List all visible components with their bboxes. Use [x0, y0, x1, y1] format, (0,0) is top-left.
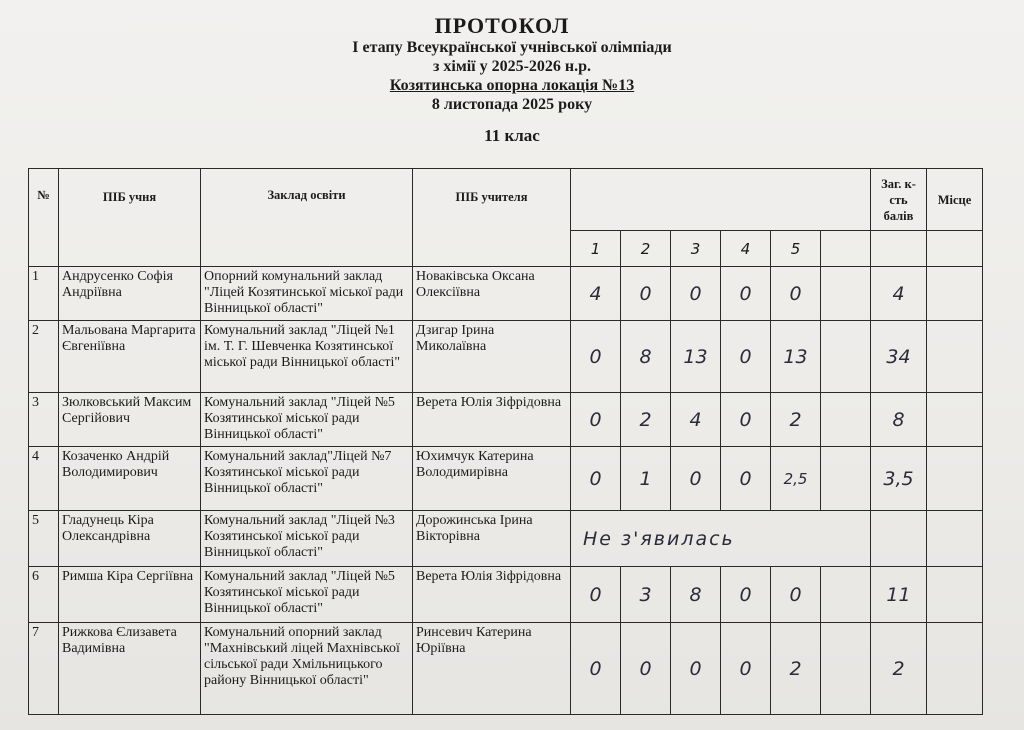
score-task-2: 2: [621, 393, 671, 447]
total-score: 34: [871, 321, 927, 393]
score-task-1: 0: [571, 393, 621, 447]
score-task-1: 0: [571, 321, 621, 393]
header-number: №: [29, 169, 59, 267]
protocol-location: Козятинська опорна локація №13: [389, 77, 635, 94]
protocol-subtitle-1: I етапу Всеукраїнської учнівської олімпіади: [352, 39, 672, 56]
place: [927, 567, 983, 623]
score-task-1: 4: [571, 267, 621, 321]
total-score: 8: [871, 393, 927, 447]
total-score: 4: [871, 267, 927, 321]
score-task-3: 4: [671, 393, 721, 447]
score-task-4: 0: [721, 567, 771, 623]
total-score: [871, 511, 927, 567]
total-score: 2: [871, 623, 927, 715]
task-2-header: 2: [621, 231, 671, 267]
teacher-name: Верета Юлія Зіфрідовна: [413, 393, 571, 447]
score-task-4: 0: [721, 623, 771, 715]
score-task-5: 2: [771, 623, 821, 715]
student-name: Гладунець Кіра Олександрівна: [59, 511, 201, 567]
score-task-5: 2: [771, 393, 821, 447]
student-name: Мальована Маргарита Євгеніївна: [59, 321, 201, 393]
header-school: Заклад освіти: [201, 169, 413, 267]
teacher-name: Дорожинська Ірина Вікторівна: [413, 511, 571, 567]
school-name: Комунальний опорний заклад "Махнівський ліцей Махнівської сільської ради Хмільницького району Вінницької області": [201, 623, 413, 715]
student-name: Зюлковський Максим Сергійович: [59, 393, 201, 447]
score-task-6: [821, 567, 871, 623]
score-task-6: [821, 623, 871, 715]
place: [927, 393, 983, 447]
task-6-header: [821, 231, 871, 267]
place: [927, 321, 983, 393]
score-task-1: 0: [571, 623, 621, 715]
teacher-name: Юхимчук Катерина Володимирівна: [413, 447, 571, 511]
school-name: Комунальний заклад "Ліцей №5 Козятинської міської ради Вінницької області": [201, 567, 413, 623]
score-task-4: 0: [721, 393, 771, 447]
score-task-6: [821, 447, 871, 511]
header-place: Місце: [927, 169, 983, 231]
student-name: Козаченко Андрій Володимирович: [59, 447, 201, 511]
score-task-3: 0: [671, 447, 721, 511]
task-5-header: 5: [771, 231, 821, 267]
score-task-3: 8: [671, 567, 721, 623]
protocol-title: ПРОТОКОЛ: [434, 13, 570, 38]
table-row: [29, 267, 983, 321]
teacher-name: Верета Юлія Зіфрідовна: [413, 567, 571, 623]
score-task-6: [821, 393, 871, 447]
total-score: 3,5: [871, 447, 927, 511]
score-task-2: 1: [621, 447, 671, 511]
score-task-2: 0: [621, 267, 671, 321]
score-task-5: 13: [771, 321, 821, 393]
header-tasks-blank: [571, 169, 871, 231]
school-name: Комунальний заклад"Ліцей №7 Козятинської міської ради Вінницької області": [201, 447, 413, 511]
results-table: [28, 168, 983, 715]
row-number: 3: [29, 393, 59, 447]
table-row: [29, 567, 983, 623]
teacher-name: Новаківська Оксана Олексіївна: [413, 267, 571, 321]
table-row: [29, 511, 983, 567]
header-student: ПІБ учня: [59, 169, 201, 267]
total-score: 11: [871, 567, 927, 623]
score-task-3: 0: [671, 623, 721, 715]
table-row: [29, 393, 983, 447]
task-3-header: 3: [671, 231, 721, 267]
score-task-2: 3: [621, 567, 671, 623]
protocol-subtitle-2: з хімії у 2025-2026 н.р.: [432, 58, 592, 75]
absent-note: Не з'явилась: [571, 511, 871, 567]
school-name: Опорний комунальний заклад "Ліцей Козятинської міської ради Вінницької області": [201, 267, 413, 321]
row-number: 5: [29, 511, 59, 567]
score-task-3: 0: [671, 267, 721, 321]
protocol-header: [0, 14, 1024, 146]
row-number: 6: [29, 567, 59, 623]
score-task-6: [821, 321, 871, 393]
score-task-5: 0: [771, 567, 821, 623]
place: [927, 511, 983, 567]
score-task-4: 0: [721, 447, 771, 511]
task-1-header: 1: [571, 231, 621, 267]
score-task-4: 0: [721, 267, 771, 321]
school-name: Комунальний заклад "Ліцей №3 Козятинської міської ради Вінницької області": [201, 511, 413, 567]
score-task-1: 0: [571, 447, 621, 511]
score-task-1: 0: [571, 567, 621, 623]
row-number: 1: [29, 267, 59, 321]
score-task-4: 0: [721, 321, 771, 393]
teacher-name: Ринсевич Катерина Юріївна: [413, 623, 571, 715]
score-task-2: 0: [621, 623, 671, 715]
score-task-5: 0: [771, 267, 821, 321]
student-name: Рижкова Єлизавета Вадимівна: [59, 623, 201, 715]
score-task-6: [821, 267, 871, 321]
table-row: [29, 321, 983, 393]
school-name: Комунальний заклад "Ліцей №5 Козятинської міської ради Вінницької області": [201, 393, 413, 447]
header-teacher: ПІБ учителя: [413, 169, 571, 267]
row-number: 2: [29, 321, 59, 393]
student-name: Андрусенко Софія Андріївна: [59, 267, 201, 321]
task-4-header: 4: [721, 231, 771, 267]
row-number: 4: [29, 447, 59, 511]
score-task-5: 2,5: [771, 447, 821, 511]
score-task-3: 13: [671, 321, 721, 393]
place: [927, 623, 983, 715]
row-number: 7: [29, 623, 59, 715]
header-total: Заг. к-сть балів: [871, 169, 927, 231]
score-task-2: 8: [621, 321, 671, 393]
protocol-date: 8 листопада 2025 року: [431, 96, 593, 113]
table-row: [29, 447, 983, 511]
teacher-name: Дзигар Ірина Миколаївна: [413, 321, 571, 393]
table-row: [29, 623, 983, 715]
student-name: Римша Кіра Сергіївна: [59, 567, 201, 623]
place-subheader: [927, 231, 983, 267]
total-subheader: [871, 231, 927, 267]
school-name: Комунальний заклад "Ліцей №1 ім. Т. Г. Шевченка Козятинської міської ради Вінницької області": [201, 321, 413, 393]
protocol-class: 11 клас: [484, 126, 540, 145]
place: [927, 267, 983, 321]
place: [927, 447, 983, 511]
